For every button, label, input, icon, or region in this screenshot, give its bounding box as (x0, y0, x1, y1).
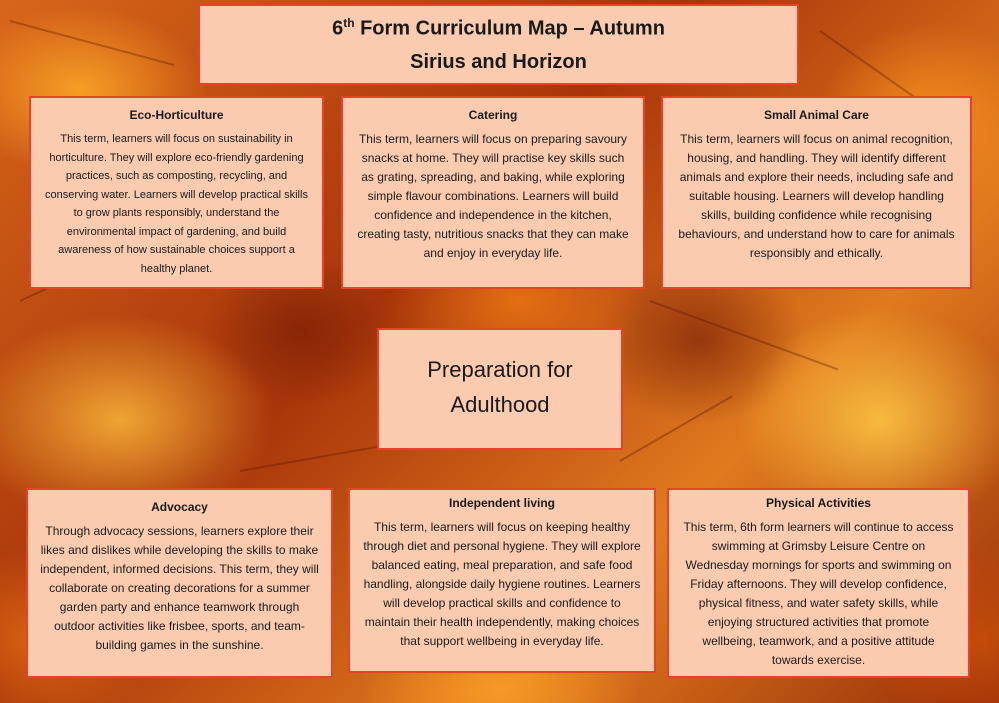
card-body: This term, 6th form learners will continue to access swimming at Grimsby Leisure Centre on Wednesday mornings for sports and swimming on Friday afternoons. They will develop confidence, physical fitness, and water safety skills, while enjoying structured activities that promote wellbeing, teamwork, and a positive attitude towards exercise. (683, 520, 954, 667)
title-panel (198, 4, 799, 85)
page-title: 6th Form Curriculum Map – Autumn (332, 16, 665, 40)
card-body: Through advocacy sessions, learners explore their likes and dislikes while developing the skills to make independent, informed decisions. This term, they will collaborate on creating decorations for a summer garden party and enhance teamwork through outdoor activities like frisbee, sports, and team-building games in the sunshine. (40, 524, 319, 652)
card-physical-activities (667, 488, 970, 678)
center-heading: Preparation for Adulthood (427, 357, 573, 417)
card-title: Eco-Horticulture (129, 108, 224, 122)
card-body: This term, learners will focus on animal recognition, housing, and handling. They will identify different animals and explore their needs, including safe and suitable housing. Learners will develop handling skills, building confidence while recognising behaviours, and understand how to care for animals responsibly and ethically. (678, 132, 955, 260)
leaf-vein (10, 20, 175, 66)
card-body: This term, learners will focus on preparing savoury snacks at home. They will practise key skills such as grating, spreading, and baking, while exploring simple flavour combinations. Learners will build confidence and independence in the kitchen, creating tasty, nutritious snacks that they can make and enjoy in everyday life. (357, 132, 629, 260)
card-eco-horticulture (29, 96, 324, 289)
card-title: Physical Activities (766, 496, 871, 510)
leaf-vein (620, 395, 734, 462)
card-advocacy (26, 488, 333, 678)
card-independent-living (348, 488, 656, 673)
card-title: Independent living (448, 496, 555, 510)
card-body: This term, learners will focus on sustainability in horticulture. They will explore eco-friendly gardening practices, such as composting, recycling, and conserving water. Learners will develop practical skills to grow plants responsibly, understand the environmental impact of gardening, and build awareness of how sustainable choices support a healthy planet. (45, 133, 308, 275)
card-catering (341, 96, 645, 289)
leaf-vein (650, 300, 839, 370)
card-small-animal-care (661, 96, 972, 289)
card-title: Catering (468, 108, 518, 122)
leaf-vein (240, 442, 398, 472)
center-panel (377, 328, 623, 450)
page-subtitle: Sirius and Horizon (410, 50, 587, 73)
card-title: Advocacy (151, 500, 208, 514)
card-title: Small Animal Care (764, 108, 869, 122)
card-body: This term, learners will focus on keeping healthy through diet and personal hygiene. They will explore balanced eating, meal preparation, and safe food handling, alongside daily hygiene routines. Learners will develop practical skills and confidence to maintain their health independently, making choices that support wellbeing in everyday life. (363, 520, 641, 648)
